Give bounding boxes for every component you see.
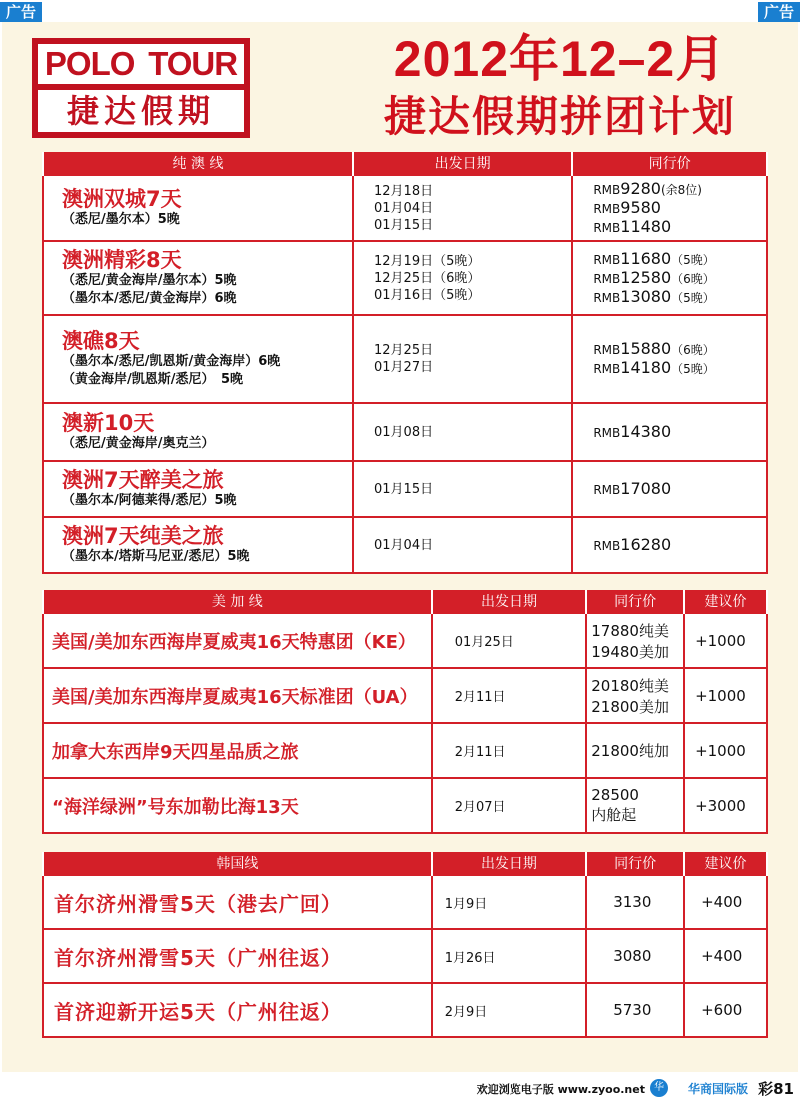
table-header (43, 152, 767, 175)
route-name: 澳洲精彩8天 (62, 248, 182, 272)
route-itinerary: （墨尔本/悉尼/黄金海岸）6晚 (62, 291, 237, 306)
price-note: （5晚） (671, 252, 715, 267)
price-currency: RMB (593, 182, 621, 197)
route-itinerary: （墨尔本/悉尼/凯恩斯/黄金海岸）6晚 (62, 354, 281, 369)
price-cell (586, 778, 684, 833)
departure-date: 2月11日 (432, 723, 587, 778)
departure-date: 1月26日 (432, 929, 587, 983)
departure-date: 01月15日 (374, 481, 434, 497)
price-amount: 13080 (620, 286, 672, 306)
departure-date: 01月27日 (374, 360, 434, 375)
price-currency: RMB (593, 343, 621, 357)
table-row (43, 461, 767, 517)
price-line: 17880纯美 (591, 621, 669, 640)
departure-cell (353, 403, 572, 461)
price-currency: RMB (593, 362, 621, 376)
header-departure: 出发日期 (432, 852, 587, 875)
price-amount: 16280 (620, 534, 672, 554)
route-name: 澳洲双城7天 (62, 187, 182, 211)
table-row (43, 875, 767, 929)
route-name: 美国/美加东西海岸夏威夷16天标准团（UA） (43, 668, 432, 723)
route-cell (43, 241, 353, 315)
departure-date: 2月07日 (432, 778, 587, 833)
title-plan: 捷达假期拼团计划 (383, 92, 736, 141)
footer-website-text: 欢迎浏览电子版 www.zyoo.net (476, 1083, 645, 1096)
suggested-price: +3000 (684, 778, 767, 833)
price-cell (586, 613, 684, 668)
price-amount: 9580 (620, 197, 661, 217)
price-currency: RMB (593, 538, 621, 553)
departure-date: 12月19日（5晚） (374, 253, 481, 269)
route-name: 首尔济州滑雪5天（港去广回） (43, 875, 432, 929)
departure-date: 01月16日（5晚） (374, 287, 481, 303)
header-departure: 出发日期 (432, 590, 587, 613)
route-name: “海洋绿洲”号东加勒比海13天 (43, 778, 432, 833)
table-row (43, 175, 767, 241)
route-itinerary: （黄金海岸/凯恩斯/悉尼） 5晚 (62, 372, 244, 387)
price-currency: RMB (593, 220, 621, 235)
header-price: 同行价 (586, 590, 684, 613)
header-departure: 出发日期 (353, 152, 572, 175)
price-line: 21800纯加 (591, 742, 669, 760)
route-cell (43, 461, 353, 517)
price-amount: 15880 (620, 339, 672, 358)
route-cell (43, 517, 353, 573)
logo-chinese-name: 捷达假期 (38, 90, 244, 132)
route-name: 澳洲7天纯美之旅 (62, 524, 224, 548)
price-note: (余8位) (660, 182, 702, 197)
route-itinerary: （墨尔本/塔斯马尼亚/悉尼）5晚 (62, 549, 250, 564)
departure-date: 01月04日 (374, 537, 434, 553)
korea-tour-table (42, 852, 768, 1038)
price-line (593, 199, 766, 218)
route-name: 美国/美加东西海岸夏威夷16天特惠团（KE） (43, 613, 432, 668)
route-name: 首济迎新开运5天（广州往返） (43, 983, 432, 1037)
price-note: （5晚） (671, 362, 715, 376)
price-line: 21800美加 (591, 697, 669, 716)
price-cell (572, 517, 767, 573)
price-line (593, 250, 766, 269)
price-line: 28500 (591, 786, 639, 804)
route-itinerary: （悉尼/墨尔本）5晚 (62, 212, 180, 227)
departure-cell (353, 315, 572, 403)
price-line: 20180纯美 (591, 676, 669, 695)
price-currency: RMB (593, 482, 621, 497)
price-value: 3130 (586, 875, 684, 929)
table-row (43, 241, 767, 315)
header-route: 纯 澳 线 (43, 152, 353, 175)
price-note: （6晚） (671, 343, 715, 357)
header-suggested-price: 建议价 (684, 852, 767, 875)
route-itinerary: （悉尼/黄金海岸/墨尔本）5晚 (62, 273, 237, 288)
header-price: 同行价 (572, 152, 767, 175)
price-line (593, 340, 766, 359)
header-route: 韩国线 (43, 852, 432, 875)
route-name: 澳洲7天醉美之旅 (62, 468, 224, 492)
table-row (43, 983, 767, 1037)
price-amount: 17080 (620, 478, 672, 498)
logo-word-tour: TOUR (148, 45, 238, 82)
table-row (43, 517, 767, 573)
price-amount: 9280 (620, 178, 661, 198)
price-cell (572, 461, 767, 517)
price-currency: RMB (593, 271, 621, 286)
departure-date: 12月25日（6晚） (374, 270, 481, 286)
departure-date: 12月18日 (374, 183, 434, 199)
table-row (43, 403, 767, 461)
route-itinerary: （墨尔本/阿德莱得/悉尼）5晚 (62, 493, 237, 508)
price-value: 5730 (586, 983, 684, 1037)
header-route: 美 加 线 (43, 590, 432, 613)
suggested-price: +400 (684, 929, 767, 983)
australia-tour-table (42, 152, 768, 574)
departure-date: 01月08日 (374, 424, 434, 440)
table-header (43, 852, 767, 875)
suggested-price: +1000 (684, 613, 767, 668)
price-cell (572, 315, 767, 403)
price-currency: RMB (593, 425, 621, 440)
price-line (593, 288, 766, 307)
price-line (593, 359, 766, 378)
price-cell (572, 175, 767, 241)
price-note: （6晚） (671, 271, 715, 286)
header-suggested-price: 建议价 (684, 590, 767, 613)
suggested-price: +1000 (684, 723, 767, 778)
departure-cell (353, 461, 572, 517)
page-footer (0, 1076, 800, 1100)
price-cell (586, 668, 684, 723)
departure-date: 01月04日 (374, 200, 434, 216)
departure-cell (353, 241, 572, 315)
price-note: （5晚） (671, 290, 715, 305)
price-currency: RMB (593, 201, 621, 216)
suggested-price: +1000 (684, 668, 767, 723)
price-line (593, 269, 766, 288)
suggested-price: +400 (684, 875, 767, 929)
price-currency: RMB (593, 290, 621, 305)
price-line (593, 218, 766, 237)
route-name: 加拿大东西岸9天四星品质之旅 (43, 723, 432, 778)
price-cell (572, 241, 767, 315)
departure-date: 1月9日 (432, 875, 587, 929)
table-row (43, 315, 767, 403)
route-name: 澳新10天 (62, 411, 155, 435)
price-amount: 14380 (620, 421, 672, 441)
price-value: 3080 (586, 929, 684, 983)
logo-word-polo: POLO (44, 45, 135, 82)
price-line (593, 480, 766, 499)
ad-label-left: 广告 (0, 2, 42, 22)
price-line (593, 536, 766, 555)
price-line: 19480美加 (591, 642, 669, 661)
departure-date: 2月11日 (432, 668, 587, 723)
departure-date: 01月25日 (432, 613, 587, 668)
departure-date: 01月15日 (374, 217, 434, 233)
table-row (43, 613, 767, 668)
table-row (43, 723, 767, 778)
route-cell (43, 403, 353, 461)
usa-canada-tour-table (42, 590, 768, 834)
route-cell (43, 315, 353, 403)
table-header (43, 590, 767, 613)
departure-date: 2月9日 (432, 983, 587, 1037)
departure-cell (353, 517, 572, 573)
title-dates: 2012年12–2月 (393, 31, 727, 87)
price-amount: 12580 (620, 267, 672, 287)
price-amount: 14180 (620, 358, 672, 377)
table-row (43, 929, 767, 983)
table-row (43, 668, 767, 723)
route-cell (43, 175, 353, 241)
publisher-logo-icon: 华 (650, 1079, 668, 1097)
price-line (593, 423, 766, 442)
price-currency: RMB (593, 252, 621, 267)
header-price: 同行价 (586, 852, 684, 875)
route-name: 首尔济州滑雪5天（广州往返） (43, 929, 432, 983)
price-line (593, 180, 766, 199)
polo-tour-logo (32, 38, 250, 138)
price-amount: 11480 (620, 216, 672, 236)
route-name: 澳礁8天 (62, 329, 140, 353)
table-row (43, 778, 767, 833)
price-cell (572, 403, 767, 461)
departure-cell (353, 175, 572, 241)
departure-date: 12月25日 (374, 343, 434, 358)
publisher-name: 华商国际版 (687, 1082, 748, 1096)
suggested-price: +600 (684, 983, 767, 1037)
ad-label-right: 广告 (758, 2, 800, 22)
page-number: 彩81 (758, 1080, 794, 1098)
price-cell (586, 723, 684, 778)
route-itinerary: （悉尼/黄金海岸/奥克兰） (62, 436, 215, 451)
price-amount: 11680 (620, 248, 672, 268)
price-line: 内舱起 (591, 806, 637, 824)
